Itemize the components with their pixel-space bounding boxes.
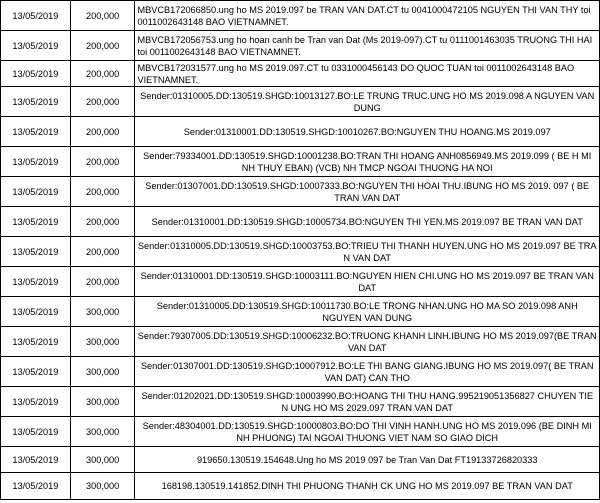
amount-cell: 300,000 <box>70 387 135 417</box>
description-cell: MBVCB172056753.ung ho hoan canh be Tran van Dat (Ms 2019-097).CT tu 0111001463035 TRUONG THI HAI toi 0011002643148 BAO VIETNAMNET. <box>135 31 600 61</box>
description-cell: Sender:79307005.DD:130519.SHGD:10006232.BO:TRUONG KHANH LINH.IBUNG HO MS 2019.097(BE TRAN VAN DAT <box>135 327 600 357</box>
amount-cell: 200,000 <box>70 147 135 177</box>
amount-cell: 200,000 <box>70 267 135 297</box>
amount-cell: 200,000 <box>70 61 135 87</box>
description-cell: Sender:01310005.DD:130519.SHGD:10013127.BO:LE TRUNG TRUC.UNG HO MS 2019.098 A NGUYEN VAN DUNG <box>135 87 600 117</box>
amount-cell: 300,000 <box>70 447 135 473</box>
table-row <box>1 297 600 327</box>
table-row <box>1 147 600 177</box>
date-cell: 13/05/2019 <box>1 267 71 297</box>
table-row <box>1 61 600 87</box>
description-cell: 168198.130519.141852.DINH THI PHUONG THANH CK UNG HO MS 2019.097 BE TRAN VAN DAT <box>135 473 600 500</box>
description-cell: MBVCB172066850.ung ho MS 2019.097 be TRAN VAN DAT.CT tu 0041000472105 NGUYEN THI VAN THY toi 0011002643148 BAO VIETNAMNET. <box>135 1 600 31</box>
amount-cell: 300,000 <box>70 357 135 387</box>
description-cell: Sender:79334001.DD:130519.SHGD:10001238.BO:TRAN THI HOANG ANH0856949.MS 2019.099 ( BE H MI NH THUY EBAN) (VCB) NH TMCP NGOAI THUONG HA NOI <box>135 147 600 177</box>
amount-cell: 300,000 <box>70 327 135 357</box>
description-cell: Sender:01310001.DD:130519.SHGD:10005734.BO:NGUYEN THI YEN.MS 2019.097 BE TRAN VAN DAT <box>135 207 600 237</box>
table-row <box>1 473 600 500</box>
table-row <box>1 117 600 147</box>
amount-cell: 300,000 <box>70 297 135 327</box>
amount-cell: 200,000 <box>70 237 135 267</box>
description-cell: Sender:01307001.DD:130519.SHGD:10007333.BO:NGUYEN THI HOAI THU.IBUNG HO MS 2019. 097 ( BE TRAN VAN DAT <box>135 177 600 207</box>
transactions-body <box>1 1 600 500</box>
date-cell: 13/05/2019 <box>1 147 71 177</box>
amount-cell: 200,000 <box>70 31 135 61</box>
date-cell: 13/05/2019 <box>1 177 71 207</box>
table-row <box>1 267 600 297</box>
date-cell: 13/05/2019 <box>1 237 71 267</box>
table-row <box>1 207 600 237</box>
description-cell: Sender:01307001.DD:130519.SHGD:10007912.BO:LE THI BANG GIANG.IBUNG HO MS 2019.097( BE TRAN VAN DAT) CAN THO <box>135 357 600 387</box>
description-cell: Sender:48304001.DD:130519.SHGD:10000803.BO:DO THI VINH HANH.UNG HO MS 2019.096 (BE DINH MI NH PHUONG) TAI NGOAI THUONG VIET NAM SO GIAO DICH <box>135 417 600 447</box>
date-cell: 13/05/2019 <box>1 297 71 327</box>
date-cell: 13/05/2019 <box>1 1 71 31</box>
date-cell: 13/05/2019 <box>1 327 71 357</box>
amount-cell: 200,000 <box>70 117 135 147</box>
table-row <box>1 31 600 61</box>
date-cell: 13/05/2019 <box>1 117 71 147</box>
date-cell: 13/05/2019 <box>1 473 71 500</box>
amount-cell: 300,000 <box>70 473 135 500</box>
table-row <box>1 327 600 357</box>
table-row <box>1 1 600 31</box>
date-cell: 13/05/2019 <box>1 387 71 417</box>
amount-cell: 200,000 <box>70 87 135 117</box>
table-row <box>1 447 600 473</box>
date-cell: 13/05/2019 <box>1 447 71 473</box>
amount-cell: 200,000 <box>70 207 135 237</box>
date-cell: 13/05/2019 <box>1 417 71 447</box>
date-cell: 13/05/2019 <box>1 87 71 117</box>
description-cell: Sender:01310005.DD:130519.SHGD:10011730.BO:LE TRONG NHAN.UNG HO MA SO 2019.098 ANH NGUYEN VAN DUNG <box>135 297 600 327</box>
description-cell: Sender:01310001.DD:130519.SHGD:10010267.BO:NGUYEN THU HOANG.MS 2019.097 <box>135 117 600 147</box>
description-cell: Sender:01310005.DD:130519.SHGD:10003753.BO:TRIEU THI THANH HUYEN.UNG HO MS 2019.097 BE TRA N VAN DAT <box>135 237 600 267</box>
description-cell: Sender:01310001.DD:130519.SHGD:10003111.BO:NGUYEN HIEN CHI.UNG HO MS 2019.097 BE TRAN VAN DAT <box>135 267 600 297</box>
table-row <box>1 417 600 447</box>
amount-cell: 200,000 <box>70 177 135 207</box>
description-cell: 919650.130519.154648.Ung ho MS 2019 097 be Tran Van Dat FT19133726820333 <box>135 447 600 473</box>
table-row <box>1 237 600 267</box>
date-cell: 13/05/2019 <box>1 207 71 237</box>
table-row <box>1 177 600 207</box>
description-cell: MBVCB172031577.ung ho MS 2019.097.CT tu 0331000456143 DO QUOC TUAN toi 0011002643148 BAO VIETNAMNET. <box>135 61 600 87</box>
date-cell: 13/05/2019 <box>1 61 71 87</box>
date-cell: 13/05/2019 <box>1 31 71 61</box>
date-cell: 13/05/2019 <box>1 357 71 387</box>
description-cell: Sender:01202021.DD:130519.SHGD:10003990.BO:HOANG THI THU HANG.995219051356827 CHUYEN TIE N UNG HO MS 2029.097 TRAN VAN DAT <box>135 387 600 417</box>
table-row <box>1 387 600 417</box>
amount-cell: 300,000 <box>70 417 135 447</box>
table-row <box>1 87 600 117</box>
table-row <box>1 357 600 387</box>
amount-cell: 200,000 <box>70 1 135 31</box>
